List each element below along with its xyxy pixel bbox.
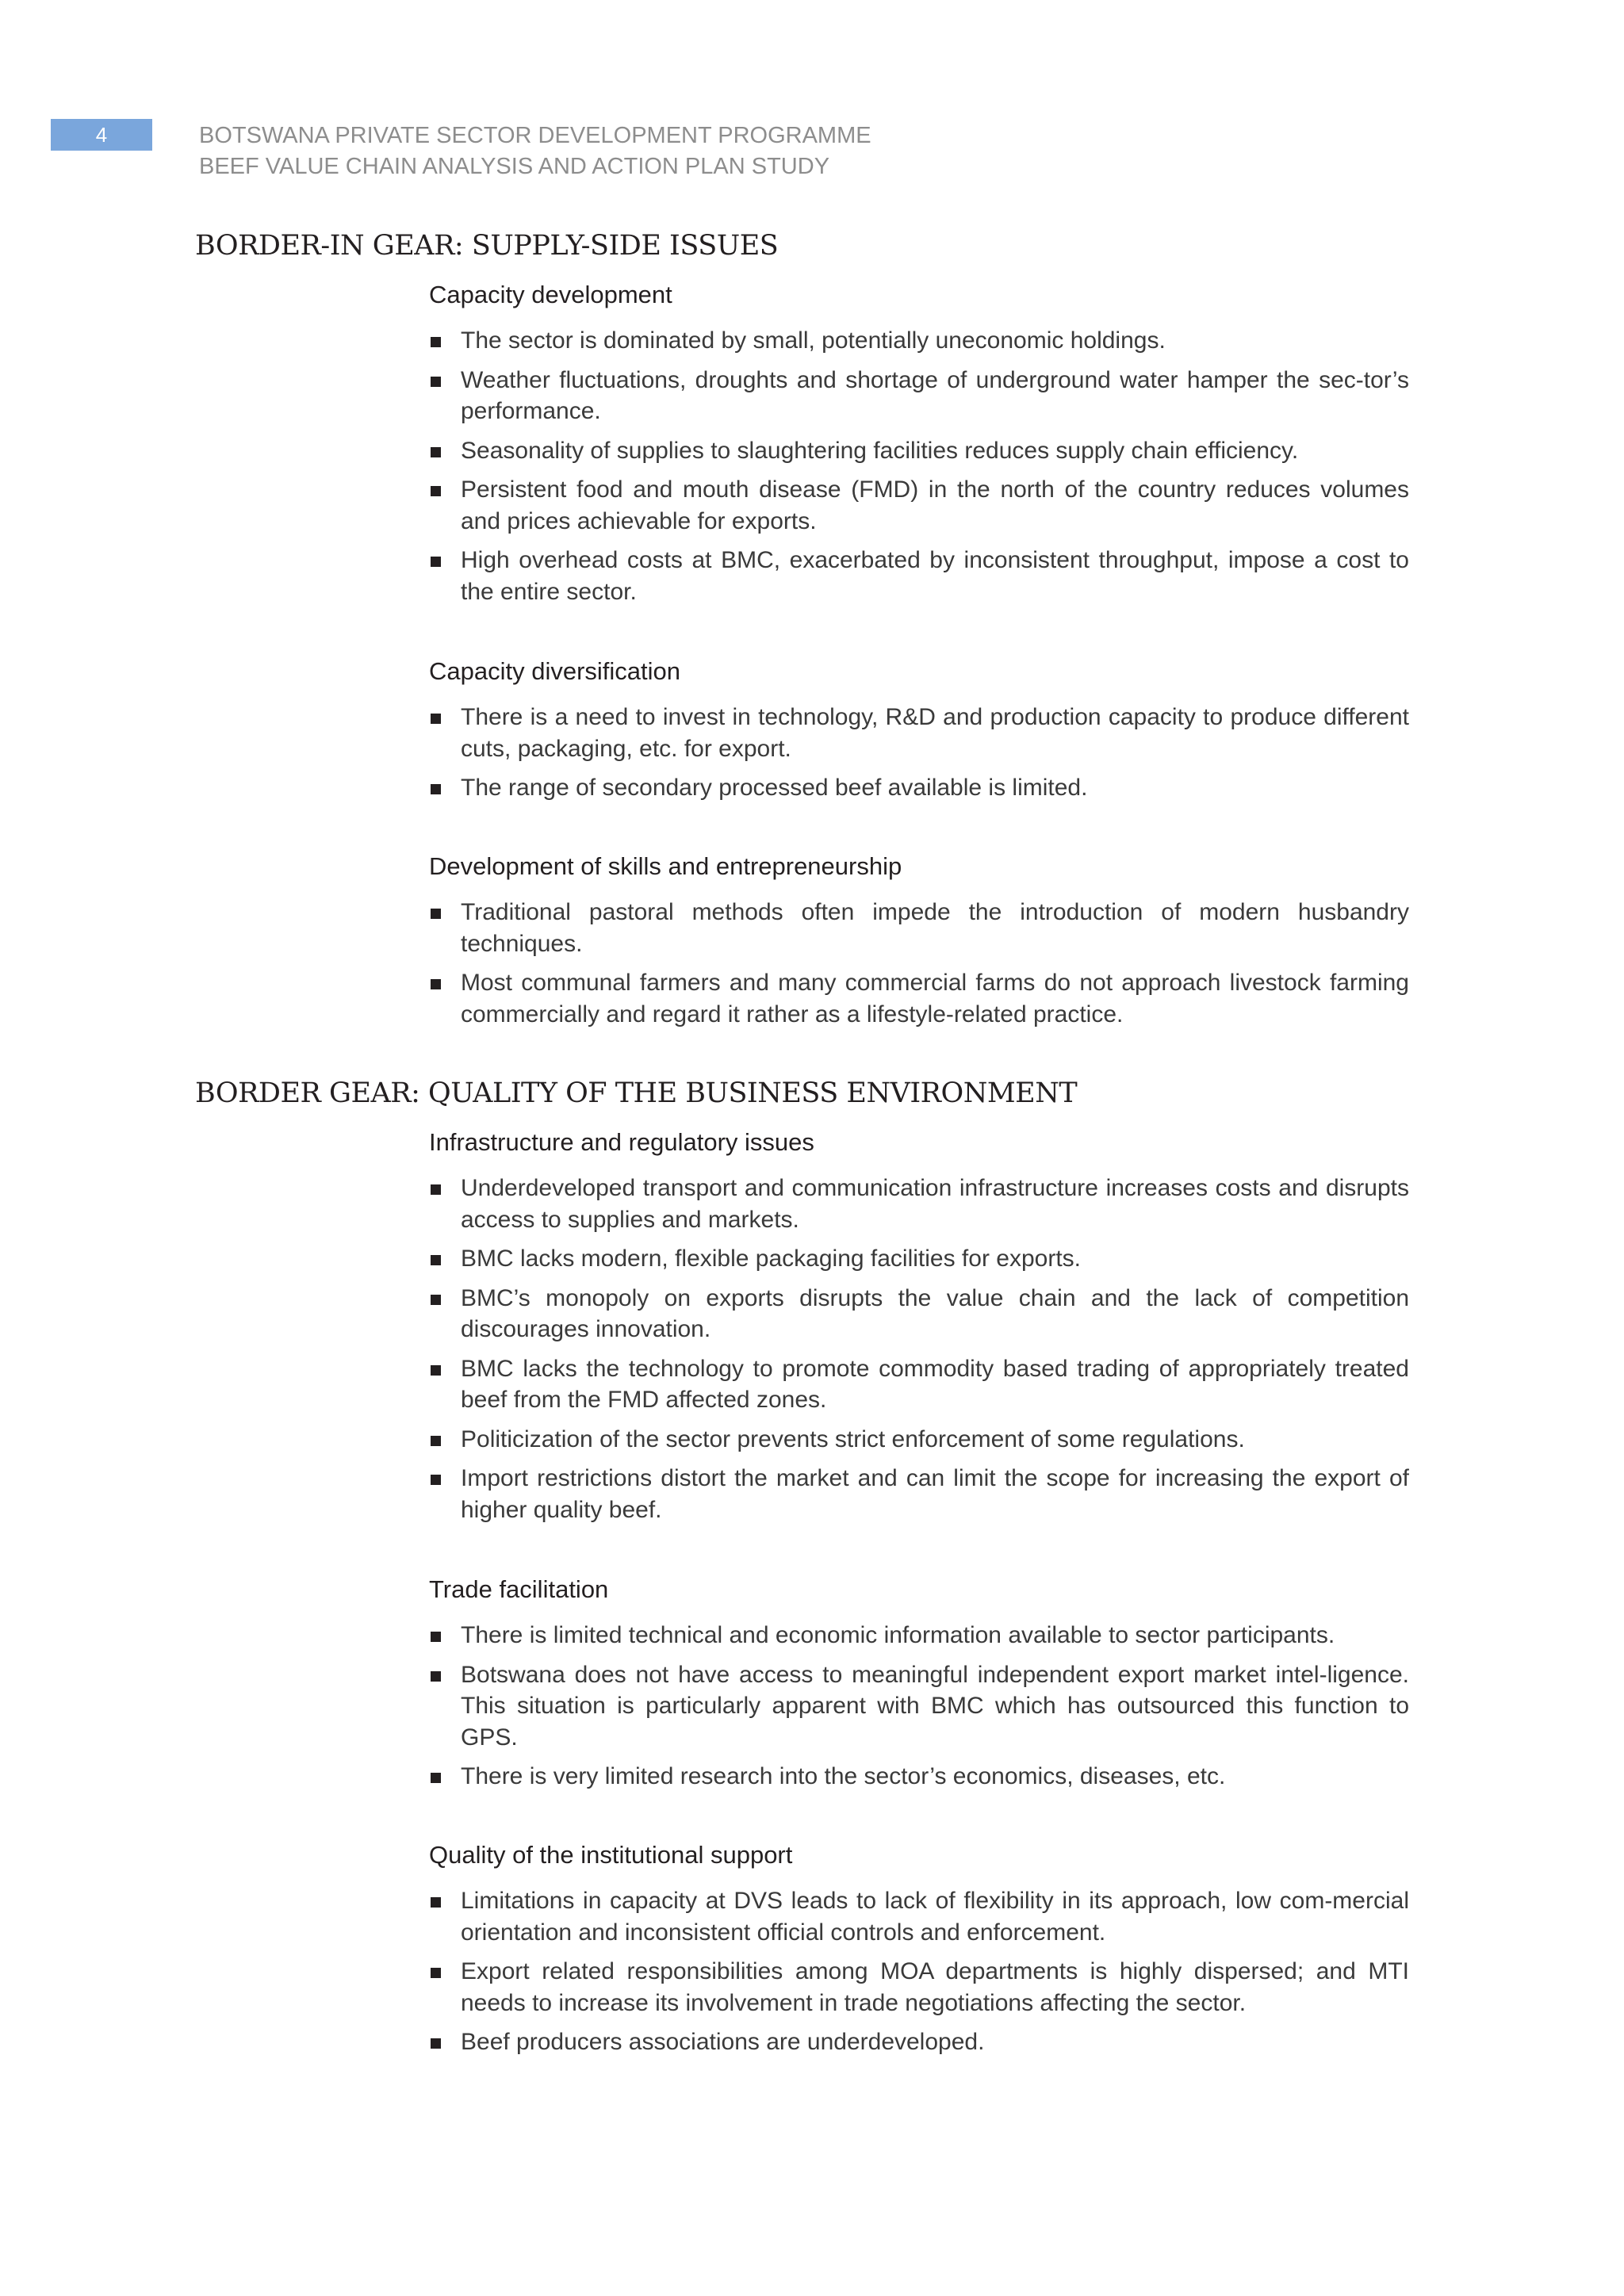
list-item xyxy=(429,897,1409,959)
bullet-square-icon xyxy=(431,1773,441,1783)
list-item-text: Export related responsibilities among MOA departments is highly dispersed; and MTI needs to increase its involvement in trade negotiations affecting the sector. xyxy=(461,1958,1409,2016)
list-item-text: There is a need to invest in technology, R&D and production capacity to produce different cuts, packaging, etc. for export. xyxy=(461,704,1409,762)
bullet-square-icon xyxy=(431,1475,441,1485)
list-item xyxy=(429,702,1409,764)
running-header-line-2: BEEF VALUE CHAIN ANALYSIS AND ACTION PLAN STUDY xyxy=(199,154,830,179)
bullet-square-icon xyxy=(431,1897,441,1908)
list-item xyxy=(429,1424,1409,1456)
list-item-text: Most communal farmers and many commercial farms do not approach livestock farming commercially and regard it rather as a lifestyle-related practice. xyxy=(461,970,1409,1027)
list-item-text: The range of secondary processed beef available is limited. xyxy=(461,775,1088,801)
list-item xyxy=(429,1353,1409,1416)
bullet-square-icon xyxy=(431,909,441,919)
bullet-square-icon xyxy=(431,979,441,989)
bullet-square-icon xyxy=(431,1184,441,1195)
running-header-line-1: BOTSWANA PRIVATE SECTOR DEVELOPMENT PROGRAMME xyxy=(199,123,871,148)
list-item xyxy=(429,1173,1409,1235)
section-title-business-environment: BORDER GEAR: QUALITY OF THE BUSINESS ENVIRONMENT xyxy=(195,1077,1078,1109)
list-item xyxy=(429,2026,1409,2058)
list-item-text: BMC lacks the technology to promote commodity based trading of appropriately treated beef from the FMD affected zones. xyxy=(461,1355,1409,1413)
bullet-list xyxy=(429,1173,1409,1525)
bullet-square-icon xyxy=(431,486,441,496)
list-item-text: Weather fluctuations, droughts and shortage of underground water hamper the sec-tor’s performance. xyxy=(461,366,1409,424)
list-item xyxy=(429,1956,1409,2019)
bullet-square-icon xyxy=(431,714,441,724)
list-item xyxy=(429,1761,1409,1793)
group-heading: Infrastructure and regulatory issues xyxy=(429,1128,814,1156)
group-heading: Capacity diversification xyxy=(429,657,681,685)
bullet-square-icon xyxy=(431,557,441,567)
bullet-square-icon xyxy=(431,447,441,457)
group-infrastructure-regulatory xyxy=(429,1127,1409,1533)
list-item-text: Botswana does not have access to meaningful independent export market intel-ligence. This situation is particularly apparent with BMC which has outsourced this function to GPS. xyxy=(461,1661,1409,1751)
bullet-list xyxy=(429,897,1409,1030)
section-title-supply-side: BORDER-IN GEAR: SUPPLY-SIDE ISSUES xyxy=(195,230,779,262)
bullet-square-icon xyxy=(431,1968,441,1978)
list-item-text: Limitations in capacity at DVS leads to lack of flexibility in its approach, low com-mercial orientation and inconsistent official controls and enforcement. xyxy=(461,1888,1409,1946)
list-item-text: Seasonality of supplies to slaughtering facilities reduces supply chain efficiency. xyxy=(461,437,1299,464)
group-heading: Development of skills and entrepreneurship xyxy=(429,852,902,880)
list-item-text: The sector is dominated by small, potentially uneconomic holdings. xyxy=(461,327,1166,354)
group-skills-entrepreneurship xyxy=(429,851,1409,1038)
list-item xyxy=(429,1283,1409,1345)
list-item xyxy=(429,967,1409,1030)
bullet-list xyxy=(429,325,1409,607)
group-capacity-development xyxy=(429,279,1409,615)
list-item-text: There is limited technical and economic information available to sector participants. xyxy=(461,1622,1335,1648)
bullet-square-icon xyxy=(431,2038,441,2049)
list-item-text: There is very limited research into the sector’s economics, diseases, etc. xyxy=(461,1763,1226,1789)
list-item-text: Persistent food and mouth disease (FMD) in the north of the country reduces volumes and prices achievable for exports. xyxy=(461,476,1409,534)
list-item-text: Underdeveloped transport and communication infrastructure increases costs and disrupts access to supplies and markets. xyxy=(461,1175,1409,1233)
group-heading: Quality of the institutional support xyxy=(429,1841,793,1869)
list-item-text: Traditional pastoral methods often impede the introduction of modern husbandry techniques. xyxy=(461,899,1409,957)
list-item xyxy=(429,435,1409,467)
group-heading: Trade facilitation xyxy=(429,1575,609,1603)
list-item xyxy=(429,1885,1409,1948)
list-item xyxy=(429,1463,1409,1525)
group-capacity-diversification xyxy=(429,656,1409,812)
group-heading: Capacity development xyxy=(429,281,672,308)
bullet-square-icon xyxy=(431,377,441,387)
bullet-square-icon xyxy=(431,1295,441,1305)
list-item-text: Beef producers associations are underdeveloped. xyxy=(461,2029,985,2055)
bullet-list xyxy=(429,702,1409,804)
list-item xyxy=(429,545,1409,607)
group-institutional-support xyxy=(429,1839,1409,2066)
list-item-text: BMC lacks modern, flexible packaging facilities for exports. xyxy=(461,1246,1081,1272)
bullet-square-icon xyxy=(431,1632,441,1642)
bullet-square-icon xyxy=(431,337,441,347)
list-item xyxy=(429,1243,1409,1275)
bullet-square-icon xyxy=(431,784,441,794)
list-item-text: High overhead costs at BMC, exacerbated by inconsistent throughput, impose a cost to the entire sector. xyxy=(461,547,1409,605)
list-item xyxy=(429,1659,1409,1754)
list-item xyxy=(429,325,1409,357)
list-item xyxy=(429,474,1409,537)
bullet-list xyxy=(429,1620,1409,1793)
list-item-text: Import restrictions distort the market and can limit the scope for increasing the export of higher quality beef. xyxy=(461,1465,1409,1523)
bullet-square-icon xyxy=(431,1255,441,1265)
list-item xyxy=(429,772,1409,804)
bullet-square-icon xyxy=(431,1365,441,1376)
bullet-square-icon xyxy=(431,1436,441,1446)
list-item xyxy=(429,365,1409,427)
list-item-text: BMC’s monopoly on exports disrupts the value chain and the lack of competition discourages innovation. xyxy=(461,1284,1409,1342)
bullet-square-icon xyxy=(431,1671,441,1682)
running-header xyxy=(199,121,871,182)
page-number: 4 xyxy=(51,119,152,151)
list-item xyxy=(429,1620,1409,1651)
group-trade-facilitation xyxy=(429,1574,1409,1800)
bullet-list xyxy=(429,1885,1409,2058)
list-item-text: Politicization of the sector prevents strict enforcement of some regulations. xyxy=(461,1425,1245,1452)
